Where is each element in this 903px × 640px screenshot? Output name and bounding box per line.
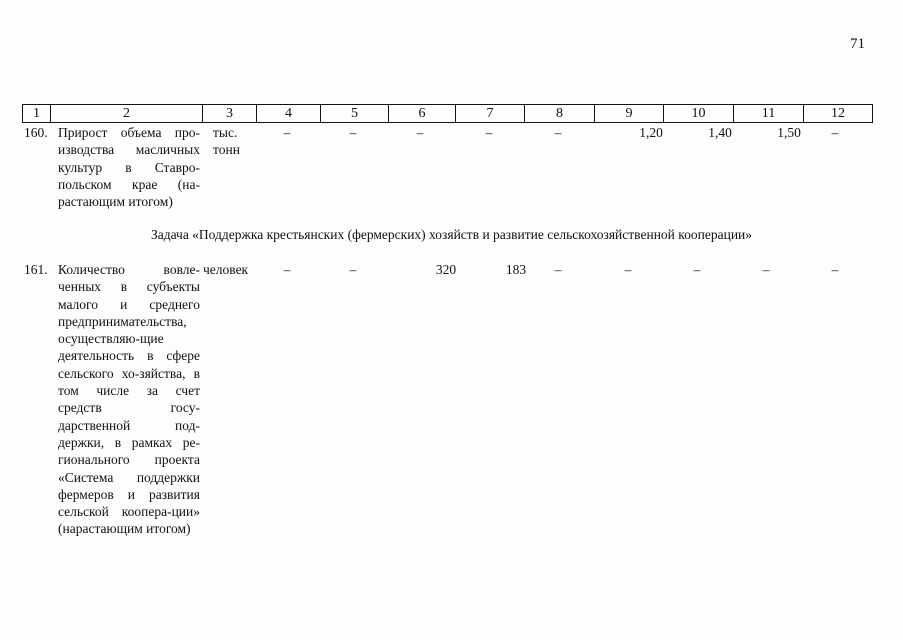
- row-value-12: –: [831, 262, 839, 277]
- col-header-3: 3: [203, 105, 257, 123]
- task-title: Задача «Поддержка крестьянских (фермерских) хозяйств и развитие сельскохозяйственной кооперации»: [150, 227, 753, 242]
- row-value-4: –: [283, 262, 291, 277]
- column-header-table: [22, 104, 873, 123]
- row-number: 161.: [24, 262, 48, 277]
- row-value-5: –: [349, 125, 357, 140]
- row-value-11: –: [762, 262, 770, 277]
- row-value-8: –: [554, 125, 562, 140]
- row-unit: тыс. тонн: [213, 125, 240, 158]
- row-value-5: –: [349, 262, 357, 277]
- col-header-12: 12: [804, 105, 873, 123]
- row-number: 160.: [24, 125, 48, 140]
- row-unit: человек: [203, 262, 249, 277]
- row-description: Прирост объема про-изводства масличных культур в Ставро-польском крае (на-растающим итогом): [58, 125, 200, 210]
- col-header-5: 5: [321, 105, 389, 123]
- table-row: [0, 261, 903, 561]
- col-header-11: 11: [734, 105, 804, 123]
- row-value-10: –: [693, 262, 701, 277]
- col-header-7: 7: [456, 105, 525, 123]
- row-description: Количество вовле-ченных в субъекты малого и среднего предпринимательства, осуществляю-щие деятельность в сфере сельского хо-зяйства, в том числе за счет средств госу-дарственной под-держки, в рамках ре-гионального проекта «Система поддержки фермеров и развития сельской коопера-ции» (нарастающим итогом): [58, 262, 200, 537]
- col-header-1: 1: [23, 105, 51, 123]
- col-header-4: 4: [257, 105, 321, 123]
- row-value-7: 183: [505, 262, 527, 277]
- row-value-12: –: [831, 125, 839, 140]
- col-header-2: 2: [51, 105, 203, 123]
- row-value-8: –: [554, 262, 562, 277]
- page-number: 71: [850, 36, 865, 52]
- row-value-6: –: [416, 125, 424, 140]
- col-header-8: 8: [525, 105, 595, 123]
- col-header-6: 6: [389, 105, 456, 123]
- col-header-10: 10: [664, 105, 734, 123]
- row-value-4: –: [283, 125, 291, 140]
- row-value-11: 1,50: [777, 125, 801, 140]
- row-value-9: –: [624, 262, 632, 277]
- row-value-10: 1,40: [708, 125, 732, 140]
- col-header-9: 9: [595, 105, 664, 123]
- table-row: [0, 124, 903, 214]
- row-value-7: –: [485, 125, 493, 140]
- row-value-6: 320: [435, 262, 457, 277]
- row-value-9: 1,20: [639, 125, 663, 140]
